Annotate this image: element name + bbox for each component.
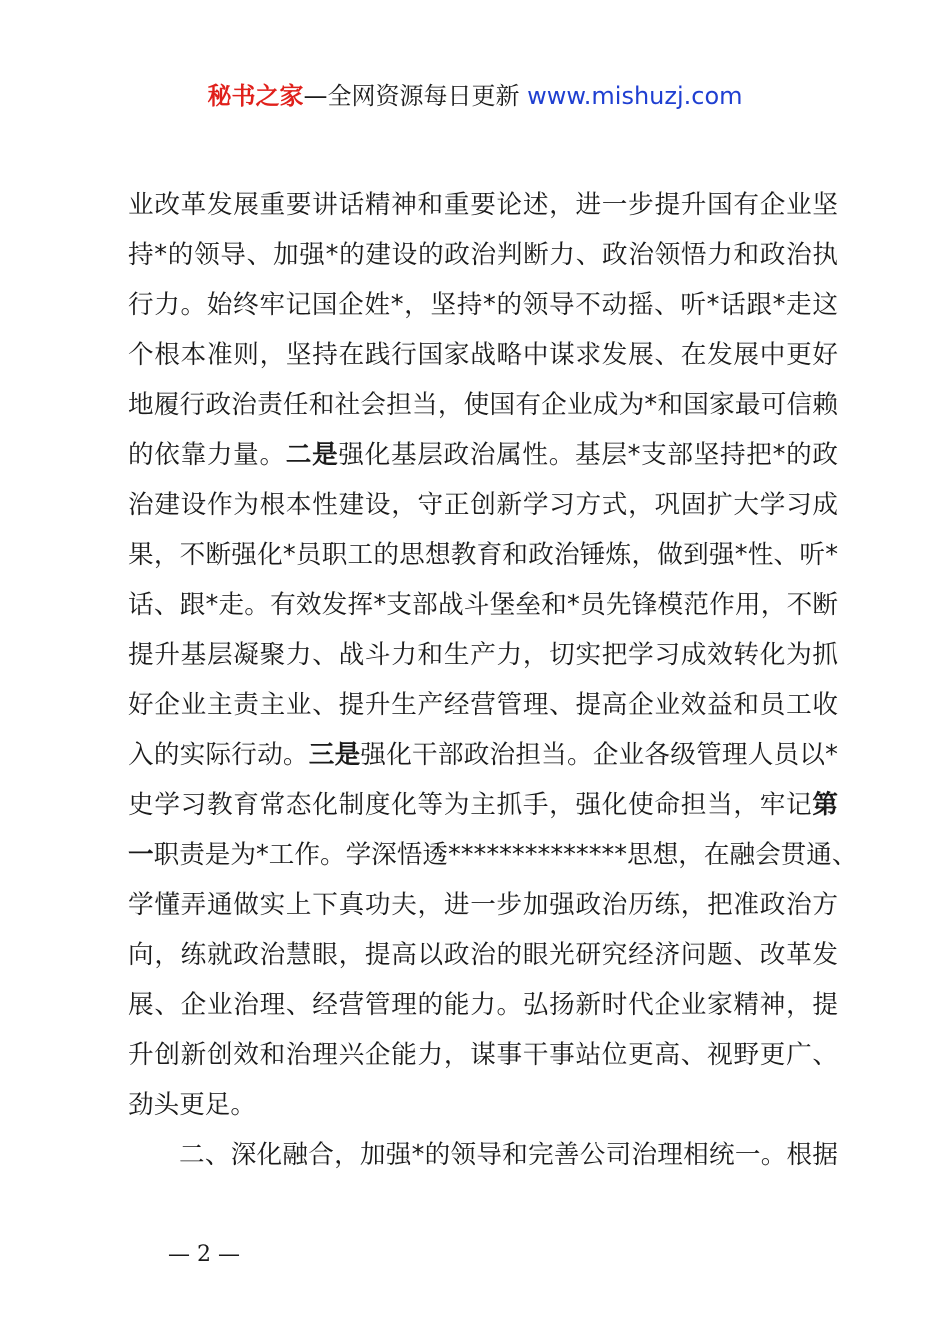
body-line-13-text-a: 史学习教育常态化制度化等为主抓手，强化使命担当，牢记	[128, 790, 813, 820]
body-line-6-text-a: 的依靠力量。	[128, 440, 286, 470]
body-line-9: 话、跟*走。有效发挥*支部战斗堡垒和*员先锋模范作用，不断	[128, 590, 838, 620]
point-two-marker: 二是	[285, 440, 339, 470]
body-line-15: 学懂弄通做实上下真功夫，进一步加强政治历练，把准政治方	[128, 890, 838, 920]
document-body	[128, 180, 858, 1180]
body-line-8: 果，不断强化*员职工的思想教育和政治锤炼，做到强*性、听*	[128, 540, 838, 570]
site-tagline: —全网资源每日更新	[303, 82, 520, 110]
body-line-4: 个根本准则，坚持在践行国家战略中谋求发展、在发展中更好	[128, 340, 838, 370]
body-line-16: 向，练就政治慧眼，提高以政治的眼光研究经济问题、改革发	[128, 940, 838, 970]
body-line-14	[128, 830, 858, 880]
body-line-18: 升创新创效和治理兴企能力，谋事干事站位更高、视野更广、	[128, 1040, 838, 1070]
body-line-12-text-c: 强化干部政治担当。企业各级管理人员以*	[360, 740, 838, 770]
site-header-banner	[0, 78, 950, 114]
body-line-2: 持*的领导、加强*的建设的政治判断力、政治领悟力和政治执	[128, 240, 838, 270]
body-line-14-text-b: 职责是为*工作。学深悟透**************思想，在融会贯通、	[153, 840, 858, 870]
body-line-12	[128, 730, 838, 780]
page-number: — 2 —	[168, 1242, 240, 1267]
point-three-marker: 三是	[308, 740, 361, 770]
body-line-10: 提升基层凝聚力、战斗力和生产力，切实把学习成效转化为抓	[128, 640, 838, 670]
site-url-link[interactable]: www.mishuzj.com	[527, 82, 743, 110]
body-line-11: 好企业主责主业、提升生产经营管理、提高企业效益和员工收	[128, 690, 838, 720]
body-line-1: 业改革发展重要讲话精神和重要论述，进一步提升国有企业坚	[128, 190, 838, 220]
body-line-5: 地履行政治责任和社会担当，使国有企业成为*和国家最可信赖	[128, 390, 838, 420]
site-brand-name: 秘书之家	[207, 82, 304, 110]
body-line-17: 展、企业治理、经营管理的能力。弘扬新时代企业家精神，提	[128, 990, 838, 1020]
bold-char-di: 第	[812, 790, 838, 820]
body-line-13	[128, 780, 838, 830]
section-two-heading-line: 二、深化融合，加强*的领导和完善公司治理相统一。根据	[179, 1140, 838, 1170]
body-line-19: 劲头更足。	[128, 1090, 256, 1120]
body-line-7: 治建设作为根本性建设，守正创新学习方式，巩固扩大学习成	[128, 490, 838, 520]
body-line-3: 行力。始终牢记国企姓*，坚持*的领导不动摇、听*话跟*走这	[128, 290, 838, 320]
body-line-12-text-a: 入的实际行动。	[128, 740, 309, 770]
bold-char-yi: 一	[128, 840, 154, 870]
body-line-6	[128, 430, 838, 480]
body-line-6-text-c: 强化基层政治属性。基层*支部坚持把*的政	[338, 440, 838, 470]
